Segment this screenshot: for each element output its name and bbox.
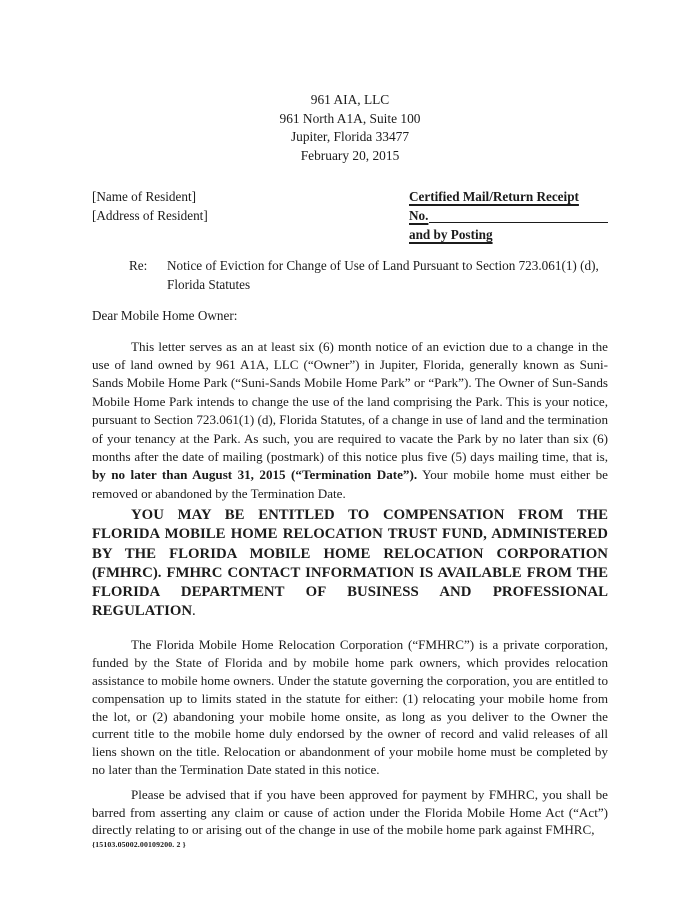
- paragraph-1-closing-text: Your mobile home must either be removed or abandoned by the Termination Date.: [92, 467, 608, 501]
- delivery-number-line: [409, 206, 608, 225]
- delivery-method-block: [409, 187, 608, 244]
- paragraph-eviction-notice: [92, 338, 608, 504]
- letterhead-date: February 20, 2015: [300, 147, 400, 163]
- paragraph-fmhrc-details: The Florida Mobile Home Relocation Corporation (“FMHRC”) is a private corporation, funded by the State of Florida and by mobile home park owners, which provides relocation assistance to mobile home owners. Under the statute governing the corporation, you are entitled to compensation up to limits stated in the statute for either: (1) relocating your mobile home from the lot, or (2) abandoning your mobile home onsite, as long as you deliver to the Owner the current title to the mobile home duly endorsed by the owner of record and valid releases of all liens shown on the title. Relocation or abandonment of your mobile home must be completed by no later than the Termination Date stated in this notice.: [92, 637, 608, 778]
- re-line: [92, 257, 608, 294]
- paragraph-compensation-notice: [92, 506, 608, 621]
- termination-date-bold-text: by no later than August 31, 2015 (“Termination Date”).: [92, 467, 418, 483]
- paragraph-payment-advice: Please be advised that if you have been approved for payment by FMHRC, you shall be barred from asserting any claim or cause of action under the Florida Mobile Home Act (“Act”) directly relating to or arising out of the change in use of the mobile home park against FMHRC,: [92, 786, 608, 838]
- letterhead-street: 961 North A1A, Suite 100: [279, 110, 421, 126]
- letterhead: [92, 0, 608, 165]
- recipient-block: [92, 187, 208, 244]
- paragraph-1-text: This letter serves as an at least six (6) month notice of an eviction due to a change in the use of land owned by 961 A1A, LLC (“Owner”) in Jupiter, Florida, generally known as Suni-Sands Mobile Home Park (“Suni-Sands Mobile Home Park” or “Park”). The Owner of Sun-Sands Mobile Home Park intends to change the use of the land comprising the Park. This is your notice, pursuant to Section 723.061(1) (d), Florida Statutes, of a change in use of land and the termination of your tenancy at the Park. As such, you are required to vacate the Park by no later than six (6) months after the date of mailing (postmark) of this notice plus five (5) days mailing time, that is,: [92, 338, 608, 465]
- address-row: [92, 187, 608, 244]
- document-content: [92, 0, 608, 850]
- delivery-posting-line: and by Posting: [409, 227, 493, 242]
- salutation: Dear Mobile Home Owner:: [92, 308, 238, 324]
- delivery-certified-mail-line: Certified Mail/Return Receipt: [409, 189, 579, 204]
- compensation-period: .: [192, 603, 196, 620]
- recipient-name-placeholder: [Name of Resident]: [92, 189, 196, 204]
- re-label: Re:: [129, 258, 148, 273]
- recipient-address-placeholder: [Address of Resident]: [92, 208, 208, 223]
- compensation-caps-text: YOU MAY BE ENTITLED TO COMPENSATION FROM THE FLORIDA MOBILE HOME RELOCATION TRUST FUND, ADMINISTERED BY THE FLORIDA MOBILE HOME RELOCATION CORPORATION (FMHRC). FMHRC CONTACT INFORMATION IS AVAILABLE FROM THE FLORIDA DEPARTMENT OF BUSINESS AND PROFESSIONAL REGULATION: [92, 507, 608, 620]
- blank-fill-line: [429, 206, 608, 223]
- delivery-no-label: No.: [409, 208, 429, 223]
- letterhead-company: 961 AIA, LLC: [310, 92, 390, 107]
- re-subject-text: Notice of Eviction for Change of Use of Land Pursuant to Section 723.061(1) (d), Florida Statutes: [167, 258, 599, 292]
- document-control-number: {15103.05002.00109200. 2 }: [92, 840, 186, 850]
- letterhead-city: Jupiter, Florida 33477: [290, 129, 410, 144]
